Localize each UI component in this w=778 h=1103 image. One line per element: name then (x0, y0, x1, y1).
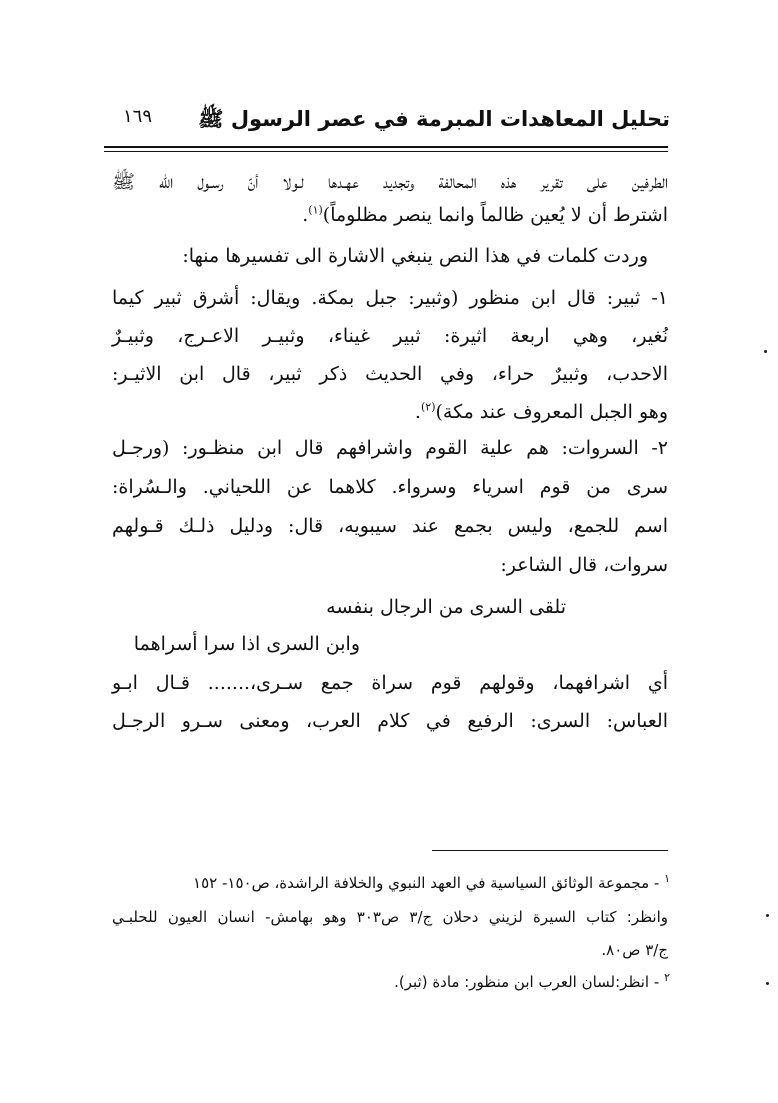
footnote-2-marker: ٢ (664, 971, 670, 984)
body-line-8: ٢- السروات: هم علية القوم واشرافهم قال ابن منظـور: (ورجـل (112, 437, 668, 459)
footnote-1-line-2: وانظر: كتاب السيرة لزيني دحلان ج/٣ ص٣٠٣ وهو بهامش- انسان العيون للحلبـي (112, 908, 669, 926)
page-number: ١٦٩ (123, 106, 153, 127)
footnote-ref-2: (٢) (420, 400, 436, 414)
body-line-3: وردت كلمات في هذا النص ينبغي الاشارة الى تفسيرها منها: (182, 245, 648, 267)
footnote-2-line-1: $^٢$ - انظر:لسان العرب ابن منظور: مادة (ثبر). (394, 971, 670, 991)
running-header-title: تحليل المعاهدات المبرمة في عصر الرسول ﷺ (198, 107, 670, 131)
header-rule-thin (104, 151, 668, 152)
scan-speck (766, 914, 769, 917)
body-line-7: وهو الجبل المعروف عند مكة)$^{(٢)}$. (414, 400, 668, 423)
scan-speck (766, 982, 769, 985)
body-line-13: العباس: السرى: الرفيع في كلام العرب، ومعنى سـرو الرجـل (112, 710, 668, 732)
footnote-separator (432, 850, 668, 851)
header-rule-thick (104, 146, 668, 148)
body-line-1: الطرفين على تقرير هذه المحالفة وتجديد عهـدها لـولا أنّ رسـول الله ﷺ (112, 171, 668, 193)
poem-verse-2: وابن السرى اذا سرا أسراهما (133, 633, 360, 655)
scan-speck (764, 350, 767, 353)
body-line-6: الاحدب، وثبيرٌ حراء، وفي الحديث ذكر ثبير، قال ابن الاثيـر: (112, 363, 668, 385)
body-line-12: أي اشرافهما، وقولهم قوم سراة جمع سـرى،....... قـال ابـو (112, 672, 668, 694)
body-line-9: سرى من قوم اسرياء وسرواء. كلاهما عن اللحياني. والـسُراة: (112, 476, 668, 498)
body-line-4: ١- ثبير: قال ابن منظور (وثبير: جبل بمكة. ويقال: أشرق ثبير كيما (112, 287, 668, 309)
body-line-2: اشترط أن لا يُعين ظالماً وانما ينصر مظلوماً)$^{(١)}$. (302, 203, 668, 226)
poem-verse-1: تلقى السرى من الرجال بنفسه (326, 596, 566, 618)
footnote-ref-1: (١) (308, 203, 323, 217)
body-line-5: نُغير، وهي اربعة اثيرة: ثبير غيناء، وثبيـر الاعـرج، وثبيـرٌ (112, 325, 668, 347)
footnote-1-marker: ١ (664, 872, 670, 885)
body-line-10: اسم للجمع، وليس بجمع عند سيبويه، قال: ودليل ذلـك قـولهم (112, 515, 668, 537)
footnote-1-line-3: ج/٣ ص٨٠. (601, 941, 668, 959)
body-line-11: سروات، قال الشاعر: (500, 554, 668, 576)
footnote-1-line-1: $^١$ - مجموعة الوثائق السياسية في العهد النبوي والخلافة الراشدة، ص١٥٠- ١٥٢ (193, 872, 670, 892)
